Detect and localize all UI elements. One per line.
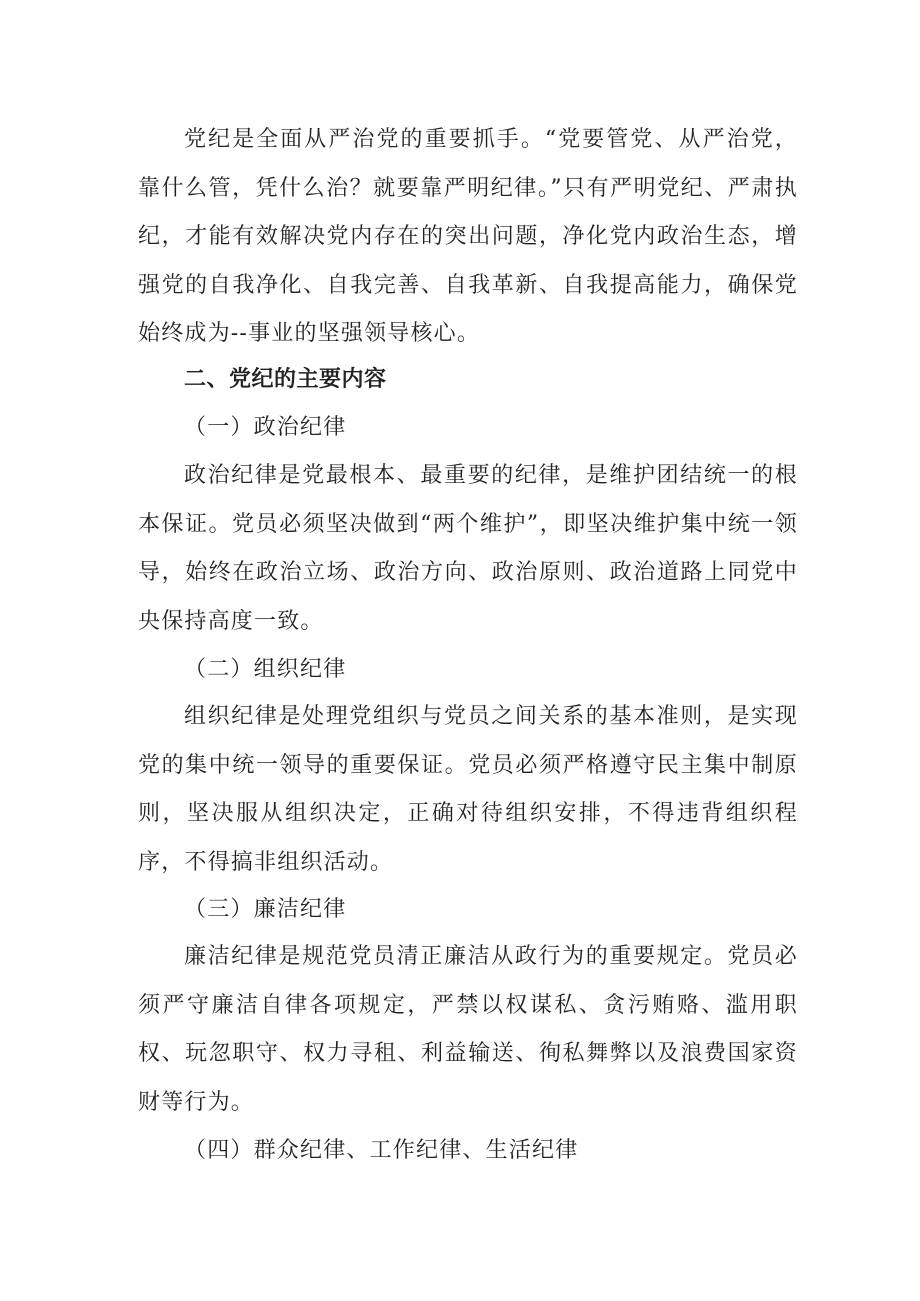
- section-heading: 二、党纪的主要内容: [184, 367, 387, 392]
- paragraph-organizational-discipline: 组织纪律是处理党组织与党员之间关系的基本准则，是实现党的集中统一领导的重要保证。党员必须严格遵守民主集中制原则，坚决服从组织决定，正确对待组织安排，不得违背组织程序，不得搞非组织活动。: [138, 704, 798, 875]
- subsection-title-organizational: （二）组织纪律: [184, 657, 347, 682]
- subsection-title-mass-work-life: （四）群众纪律、工作纪律、生活纪律: [184, 1138, 579, 1163]
- subsection-title-political: （一）政治纪律: [184, 415, 347, 440]
- intro-paragraph: 党纪是全面从严治党的重要抓手。“党要管党、从严治党，靠什么管，凭什么治？就要靠严明纪律。”只有严明党纪、严肃执纪，才能有效解决党内存在的突出问题，净化党内政治生态，增强党的自我净化、自我完善、自我革新、自我提高能力，确保党始终成为--事业的坚强领导核心。: [138, 127, 798, 346]
- paragraph-political-discipline: 政治纪律是党最根本、最重要的纪律，是维护团结统一的根本保证。党员必须坚决做到“两个维护”，即坚决维护集中统一领导，始终在政治立场、政治方向、政治原则、政治道路上同党中央保持高度一致。: [138, 463, 798, 634]
- subsection-title-integrity: （三）廉洁纪律: [184, 897, 347, 922]
- paragraph-integrity-discipline: 廉洁纪律是规范党员清正廉洁从政行为的重要规定。党员必须严守廉洁自律各项规定，严禁以权谋私、贪污贿赂、滥用职权、玩忽职守、权力寻租、利益输送、徇私舞弊以及浪费国家资财等行为。: [138, 944, 798, 1115]
